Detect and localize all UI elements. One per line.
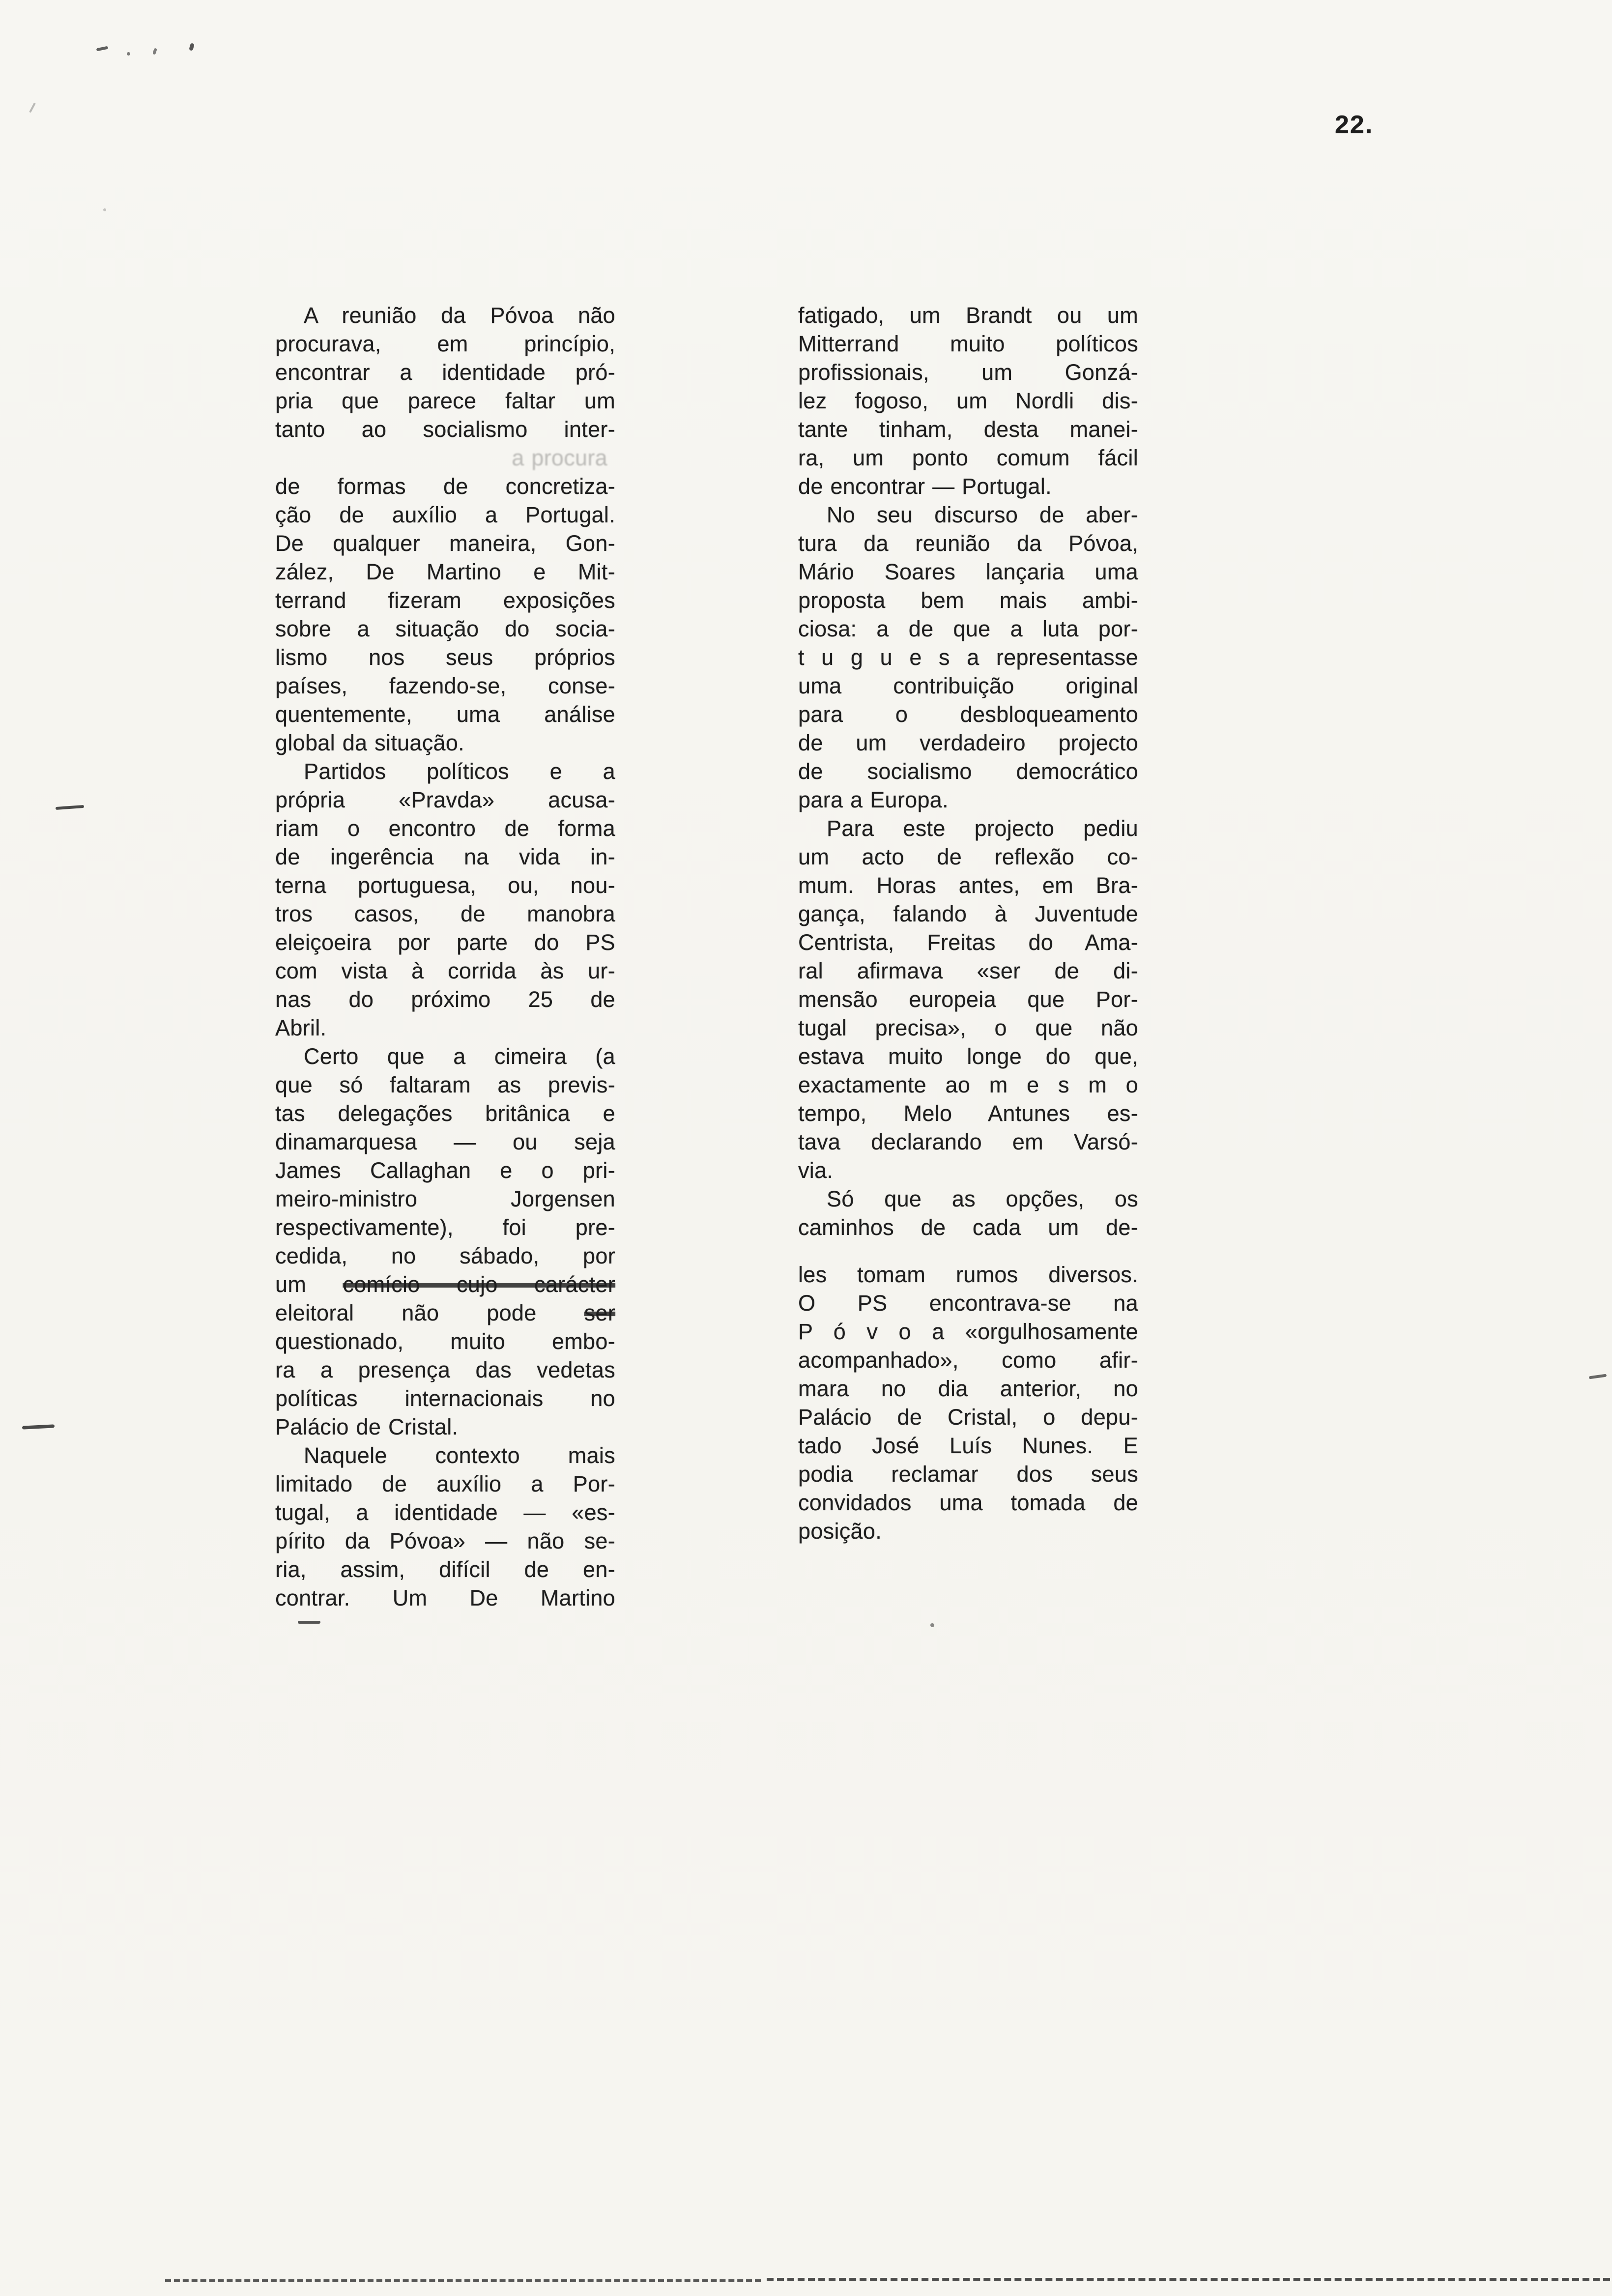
text-line: No seu discurso de aber- [827, 502, 1138, 527]
faded-overprint-line [275, 444, 615, 472]
text-line: tempo, Melo Antunes es- [798, 1101, 1138, 1126]
text-line: com vista à corrida às ur- [275, 958, 615, 983]
paragraph [798, 1261, 1138, 1546]
text-line: terna portuguesa, ou, nou- [275, 873, 615, 898]
text-line: James Callaghan e o pri- [275, 1158, 615, 1183]
text-line: tava declarando em Varsó- [798, 1129, 1138, 1154]
text-line: les tomam rumos diversos. [798, 1262, 1138, 1287]
text-line: mum. Horas antes, em Bra- [798, 873, 1138, 898]
text-line [275, 1270, 615, 1299]
text-line: Mitterrand muito políticos [798, 331, 1138, 356]
text-line: nas do próximo 25 de [275, 987, 615, 1012]
text-line: ra, um ponto comum fácil [798, 445, 1138, 470]
text-line: de um verdadeiro projecto [798, 730, 1138, 755]
text-line: Só que as opções, os [827, 1186, 1138, 1211]
text-line: tugal, a identidade — «es- [275, 1500, 615, 1525]
bottom-edge-dashed-line-2 [767, 2278, 1610, 2281]
text-line: de formas de concretiza- [275, 474, 615, 499]
text-line: zález, De Martino e Mit- [275, 559, 615, 584]
text-line: riam o encontro de forma [275, 816, 615, 841]
text-line: um acto de reflexão co- [798, 844, 1138, 869]
text-line: tros casos, de manobra [275, 901, 615, 926]
text-line: contrar. Um De Martino [275, 1585, 615, 1610]
paragraph [275, 1441, 615, 1612]
text-line: respectivamente), foi pre- [275, 1215, 615, 1240]
text-line: podia reclamar dos seus [798, 1462, 1138, 1487]
text-line: t u g u e s a representasse [798, 645, 1138, 670]
text-line: P ó v o a «orgulhosamente [798, 1319, 1138, 1344]
text-line: tanto ao socialismo inter- [275, 417, 615, 442]
text-line: pria que parece faltar um [275, 388, 615, 413]
text-line: cedida, no sábado, por [275, 1243, 615, 1268]
text-line: políticas internacionais no [275, 1386, 615, 1411]
text-line: acompanhado», como afir- [798, 1348, 1138, 1373]
text-line: Partidos políticos e a [304, 759, 615, 784]
text-line: de ingerência na vida in- [275, 844, 615, 869]
text-line: pírito da Póvoa» — não se- [275, 1528, 615, 1553]
text-line: lez fogoso, um Nordli dis- [798, 388, 1138, 413]
text-line: A reunião da Póvoa não [304, 303, 615, 328]
text-line: ria, assim, difícil de en- [275, 1557, 615, 1582]
text-line: para a Europa. [798, 787, 949, 812]
stray-dot-bottom [930, 1623, 934, 1627]
text-line: procurava, em princípio, [275, 331, 615, 356]
text-line: estava muito longe do que, [798, 1044, 1138, 1069]
scan-speck-dot [127, 52, 130, 56]
text-line: tura da reunião da Póvoa, [798, 531, 1138, 556]
text-line: ciosa: a de que a luta por- [798, 616, 1138, 641]
text-line: de encontrar — Portugal. [798, 474, 1052, 499]
text-line: para o desbloqueamento [798, 702, 1138, 727]
text-line: própria «Pravda» acusa- [275, 787, 615, 812]
paragraph [798, 1185, 1138, 1242]
text-line: dinamarquesa — ou seja [275, 1129, 615, 1154]
paragraph [798, 814, 1138, 1185]
text-line: limitado de auxílio a Por- [275, 1471, 615, 1496]
paragraph [275, 301, 615, 444]
text-line: de socialismo democrático [798, 759, 1138, 784]
overstruck-text: ser [584, 1300, 615, 1325]
text-line: terrand fizeram exposições [275, 588, 615, 613]
text-line: tado José Luís Nunes. E [798, 1433, 1138, 1458]
paragraph [798, 301, 1138, 501]
text-line: ção de auxílio a Portugal. [275, 502, 615, 527]
text-fragment: eleitoral não pode [275, 1300, 584, 1325]
text-line: Centrista, Freitas do Ama- [798, 930, 1138, 955]
bottom-edge-dashed-line-1 [165, 2279, 761, 2282]
paragraph [798, 501, 1138, 814]
text-line: ral afirmava «ser de di- [798, 958, 1138, 983]
text-line: a procura [512, 445, 607, 470]
text-line: uma contribuição original [798, 673, 1138, 698]
text-line: Para este projecto pediu [827, 816, 1138, 841]
text-line: O PS encontrava-se na [798, 1291, 1138, 1316]
text-line: mara no dia anterior, no [798, 1376, 1138, 1401]
underline-mark [298, 1621, 320, 1624]
text-line: Naquele contexto mais [304, 1443, 615, 1468]
article-column-left [275, 301, 615, 1612]
text-line: profissionais, um Gonzá- [798, 360, 1138, 385]
paragraph [275, 1042, 615, 1441]
text-line: ra a presença das vedetas [275, 1357, 615, 1382]
text-line: Abril. [275, 1015, 327, 1040]
page-number: 22. [1335, 111, 1374, 139]
text-line: convidados uma tomada de [798, 1490, 1138, 1515]
text-line: Palácio de Cristal. [275, 1414, 459, 1439]
text-line: Palácio de Cristal, o depu- [798, 1405, 1138, 1430]
text-line: sobre a situação do socia- [275, 616, 615, 641]
text-line: tugal precisa», o que não [798, 1015, 1138, 1040]
overstruck-text: comício cujo carácter [343, 1272, 616, 1297]
paragraph [275, 472, 615, 757]
text-line: mensão europeia que Por- [798, 987, 1138, 1012]
text-line: questionado, muito embo- [275, 1329, 615, 1354]
text-line: quentemente, uma análise [275, 702, 615, 727]
text-line: global da situação. [275, 730, 464, 755]
text-line: Certo que a cimeira (a [304, 1044, 615, 1069]
text-line: meiro-ministro Jorgensen [275, 1186, 615, 1211]
text-fragment: um [275, 1272, 343, 1297]
text-line: eleiçoeira por parte do PS [275, 930, 615, 955]
text-line: tas delegações britânica e [275, 1101, 615, 1126]
scan-speck-faint-dot [103, 208, 106, 211]
text-line: proposta bem mais ambi- [798, 588, 1138, 613]
text-line: lismo nos seus próprios [275, 645, 615, 670]
paragraph [275, 757, 615, 1042]
text-line: Mário Soares lançaria uma [798, 559, 1138, 584]
text-line [275, 1299, 615, 1327]
text-line: via. [798, 1158, 834, 1183]
text-line: exactamente ao m e s m o [798, 1072, 1138, 1097]
text-line: gança, falando à Juventude [798, 901, 1138, 926]
text-line: posição. [798, 1519, 882, 1544]
text-line: tante tinham, desta manei- [798, 417, 1138, 442]
text-line: encontrar a identidade pró- [275, 360, 615, 385]
article-column-right [798, 301, 1138, 1546]
text-line: De qualquer maneira, Gon- [275, 531, 615, 556]
text-line: caminhos de cada um de- [798, 1215, 1138, 1240]
text-line: que só faltaram as previs- [275, 1072, 615, 1097]
text-line: fatigado, um Brandt ou um [798, 303, 1138, 328]
text-line: países, fazendo-se, conse- [275, 673, 615, 698]
